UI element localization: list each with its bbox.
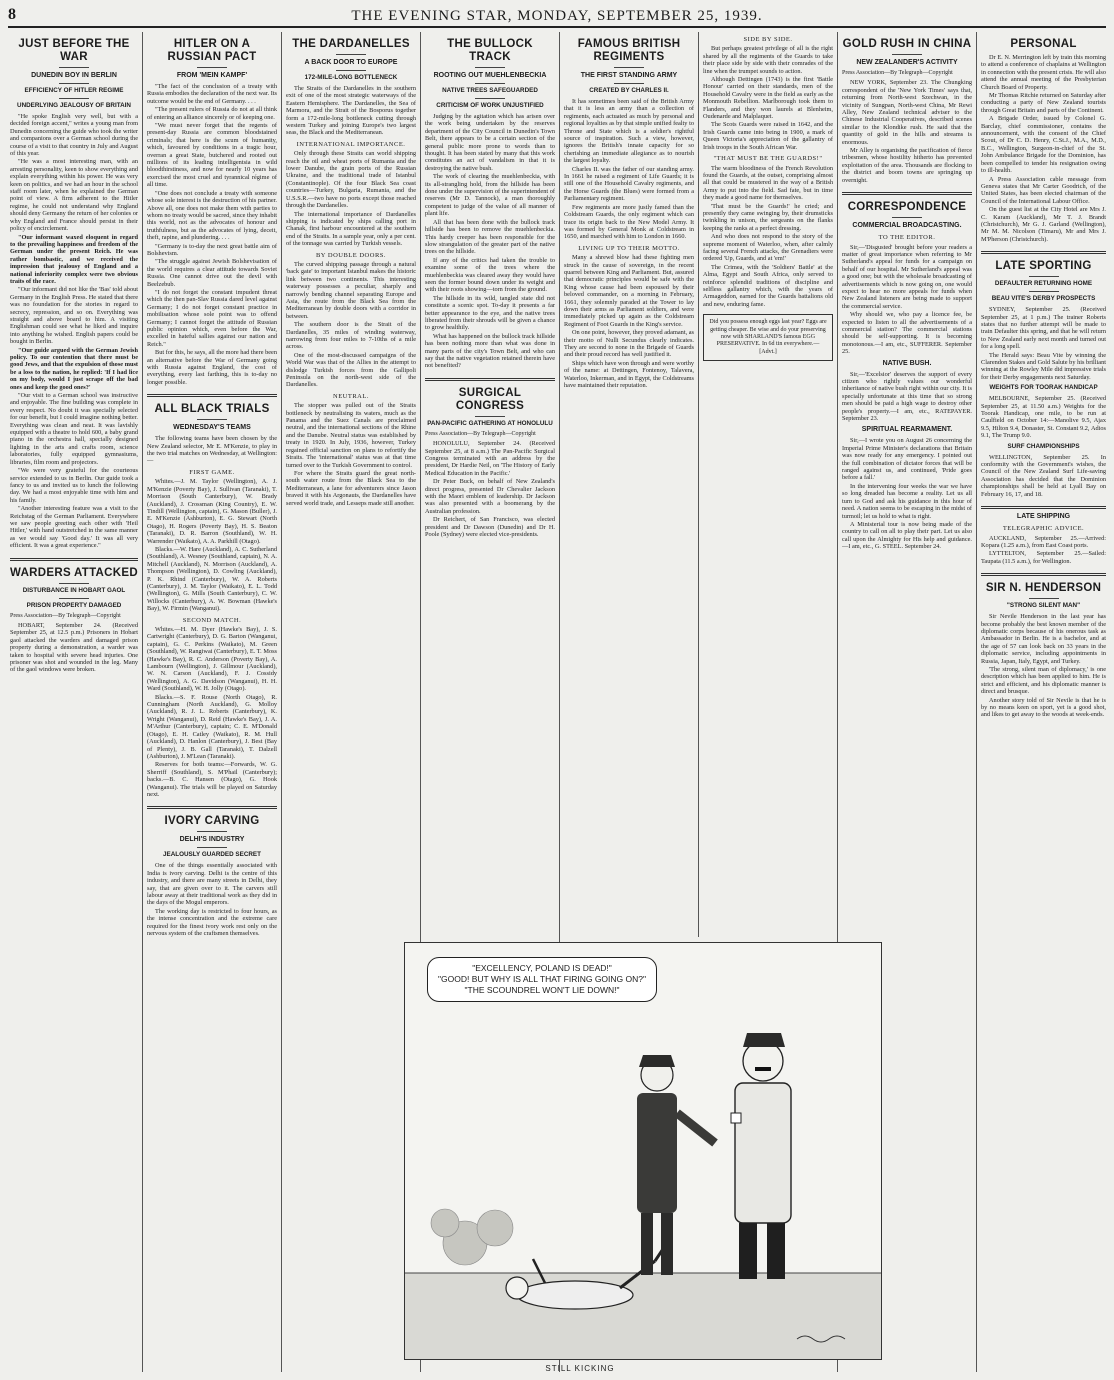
divider: [197, 419, 227, 420]
paragraph: The stopper was pulled out of the Straits bottleneck by neutralising its waters, much as the Panama and the Suez Canals are proclaimed neutral, and the international sections of the Rhine and the Danube. Neutral status was established by treaty in 1920. In July, 1936, however, Turkey regained official sanction on plans to refortify the Straits. The 'international' status was at that time turned over to the Turkish Government to control.: [286, 402, 416, 469]
subhead: JEALOUSLY GUARDED SECRET: [163, 851, 261, 859]
divider: [59, 83, 89, 84]
subhead: NATIVE TREES SAFEGUARDED: [442, 87, 538, 94]
divider: [614, 83, 644, 84]
divider: [475, 98, 505, 99]
paragraph: All that has been done with the bullock track hillside has been to remove the muehlenbeckia. This hardy creeper has been responsible for the slow strangulation of the greater part of the native trees on the hillside.: [425, 218, 555, 256]
paragraph: If any of the critics had taken the trouble to examine some of the trees where the muehlenbeckia was cleared away they would have seen the former bound down under its weight and with their roots showing—torn from the ground.: [425, 256, 555, 294]
subhead: DUNEDIN BOY IN BERLIN: [31, 72, 117, 79]
column-rule: [698, 32, 699, 937]
paragraph: The Herald says: Beau Vite by winning the Clarendon Stakes and Gold Salute by his brilliant winning at the Rowley Mile did impressive trials for their Derby engagements next Saturday.: [981, 351, 1106, 381]
paragraph: And who does not respond to the story of the supreme moment of Waterloo, when, after calmly facing several French attacks, the Grenadiers were ordered 'Up, Guards, and at 'em!': [703, 233, 833, 263]
paragraph: "We were very grateful for the courteous service extended to us in Berlin. Our guide took a fancy to us and invited us to lunch the following day. We had a most enjoyable time with him and his family.: [10, 467, 138, 504]
subhead: ROOTING OUT MUEHLENBECKIA: [433, 72, 547, 79]
headline-warders-attacked: WARDERS ATTACKED: [10, 566, 138, 579]
paragraph: Why should we, who pay a licence fee, be expected to listen to all the advertisements of a commercial station? The commercial stations should be self-supporting. It is becoming monotonous.—I am, etc., SUFFERER. September 25.: [842, 311, 972, 356]
divider: [892, 217, 922, 218]
divider: [475, 67, 505, 68]
paragraph: What has happened on the bullock track hillside has been nothing more than what was done in many parts of the city's Town Belt, and who can say that the native vegetation retained therein have not benefited?: [425, 332, 555, 370]
paragraph: The Straits of the Dardanelles in the southern exit of one of the most strategic waterways of the Eastern Hemisphere. The Dardanelles, the Sea of Marmora, and the Strait of the Bosporus together form a 172-mile-long bottleneck cutting through western Turkey and joining Europe's two largest seas, the Black and the Mediterranean.: [286, 85, 416, 137]
subhead: CREATED BY CHARLES II.: [589, 87, 669, 94]
paragraph: SYDNEY, September 25. (Received September 25, at 1 p.m.) The trainer Roberts states that no further attempt will be made to train Defaulter this spring, and that he will return to New Zealand early next month and turned out for a long spell.: [981, 306, 1106, 351]
paragraph: 'The strong, silent man of diplomacy,' is one description which has been applied to him. He is strict and efficient, and his diplomatic manner is direct and brusque.: [981, 665, 1106, 696]
column-rule: [142, 32, 143, 1372]
paragraph: A Ministerial tour is now being made of the country to call on all to play their part. Let us also call upon the Almighty for His help and guidance.—I am, etc., G. STEEL. September 24.: [842, 520, 972, 551]
subhead: COMMERCIAL BROADCASTING.: [852, 222, 962, 230]
subhead: NEW ZEALANDER'S ACTIVITY: [856, 59, 958, 66]
paragraph: Many a shrewd blow had these fighting men struck in the cause of sovereign, in the recent quarrel between King and Parliament. But, assured that democratic principles would be safe with the King whose cause had been espoused by their beloved commander, on a morning in February, 1661, they solemnly paraded at the Tower to lay down their arms as Parliament soldiers, and were immediately picked up again as the Coldstream Regiment of Foot Guards in the King's service.: [564, 254, 694, 328]
divider: [59, 598, 89, 599]
column-4: [425, 32, 555, 937]
paragraph: NEW YORK, September 23. The Chungking correspondent of the 'New York Times' says that, returning from North-west Szechwan, in the vicinity of Sungpan, North-west China, Mr Rewi Alley, New Zealand technical adviser to the Chinese Industrial Cooperatives, described scenes similar to the Klondike rush. He said that the quantity of gold in the hills and streams is enormous.: [842, 79, 972, 146]
section-label: TELEGRAPHIC ADVICE.: [1002, 525, 1085, 533]
paragraph: Only through these Straits can world shipping reach the oil and wheat ports of Rumania and the lower Danube, the grain ports of the Russian Ukraine, and the traditional trade of Istanbul (Constantinople). Of the four Black Sea coast countries—Turkey, Bulgaria, Rumania, and the U.S.S.R.—two have no ports except those reached through the Dardanelles.: [286, 150, 416, 210]
paragraph: A Press Association cable message from Geneva states that Mr Carter Goodrich, of the United States, has been elected chairman of the Council of the International Labour Office.: [981, 175, 1106, 205]
masthead: [8, 6, 1106, 28]
section-divider: [981, 573, 1106, 576]
divider: [59, 98, 89, 99]
paragraph: Blacks.—W. Hare (Auckland), A. C. Sutherland (Southland), A. Wesney (Southland, captain), N. A. Mitchell (Auckland), N. Morrison (Auckland), A. Thompson (Wellington), D. Cowling (Auckland), P. K. Rhind (Canterbury), W. A. Roberts (Canterbury), J. M. Taylor (Waikato), E. L. Todd (Wellington), G. Mills (South Canterbury), C. W. Willocks (Canterbury), A. W. Bowman (Hawke's Bay), W. Firmin (Wanganui).: [147, 545, 277, 613]
section-divider: [981, 506, 1106, 509]
subhead: WEDNESDAY'S TEAMS: [173, 424, 251, 432]
section-divider: [147, 806, 277, 809]
paragraph: Dr E. N. Merrington left by train this morning to attend a conference of chaplains at Wellington in connection with the present crisis. He will also attend the annual meeting of the Presbyterian Church Board of Property.: [981, 54, 1106, 91]
advertisement: Did you possess enough eggs last year? Eggs are getting cheaper. Be wise and do your preserving now with SHARLAND'S famous EGG PRESERVATIVE. In 6d tin everywhere.—[Advt.]: [703, 314, 833, 361]
paragraph: Dr Reichert, of San Francisco, was elected president and Dr Dawson (Dunedin) and Dr H. Poole (Sydney) were elected vice-presidents.: [425, 516, 555, 539]
subhead: DISTURBANCE IN HOBART GAOL: [22, 586, 126, 594]
section-label: SIDE BY SIDE.: [743, 36, 793, 43]
paragraph: HOBART, September 24. (Received September 25, at 12.5 p.m.) Prisoners in Hobart gaol attacked the warders and damaged prison property during a demonstration, a warder was taken to hospital with severe head injuries. One prisoner was shot and wounded in the leg. Many of the gaol windows were broken.: [10, 621, 138, 674]
bubble-line: "GOOD! BUT WHY IS ALL THAT FIRING GOING ON?": [437, 974, 647, 984]
subhead: UNDERLYING JEALOUSY OF BRITAIN: [17, 102, 131, 109]
paragraph: The international importance of Dardanelles shipping is indicated by ships calling port in Chanak, first harbour encountered at the southern end of the Straits. In a sample year, only a per cent. of the tonnage was carried by Turkish vessels.: [286, 210, 416, 248]
subhead: 172-MILE-LONG BOTTLENECK: [304, 74, 398, 81]
section-label: LIVING UP TO THEIR MOTTO.: [578, 244, 680, 252]
headline-dardanelles: THE DARDANELLES: [292, 38, 410, 50]
column-3: [286, 32, 416, 937]
column-6: [703, 32, 833, 937]
paragraph: "He was a most interesting man, with an arresting personality, keen to show everything and explain everything within his power. He was very keen on politics, and we had an hour in the school staff room later, when he explained the German point of view. A firm adherent to the Hitler regime, he could not understand why England should deny Germany the return of her colonies or why England and France should persist in their policy of encirclement.: [10, 158, 138, 233]
paragraph: Although Dettingen (1743) is the first 'Battle Honour' carried on their standards, men of the Household Cavalry were in the field as early as the Monmouth Rebellion. Marlborough took them to Flanders, and they won laurels at Blenheim, Oudenarde and Malplaquet.: [703, 76, 833, 121]
divider: [59, 67, 89, 68]
paragraph: "I do not forget the constant impudent threat which the then pan-Slav Russia dared level against Germany; I do not forget constant practice in mobilisation whose sole point was to offend Germany; I cannot forget the attitude of Russian public opinion which, even before the War, excelled in hateful sallies against our nation and Reich.": [147, 288, 277, 348]
column-5: [564, 32, 694, 937]
section-divider: [981, 251, 1106, 254]
subhead: PAN-PACIFIC GATHERING AT HONOLULU: [427, 419, 553, 427]
paragraph: AUCKLAND, September 25.—Arrived: Kopara (1.25 a.m.), from East Coast ports.: [981, 534, 1106, 549]
divider: [197, 831, 227, 832]
paragraph: Judging by the agitation which has arisen over the work being undertaken by the reserves department of the City Council in Dunedin's Town Belt, there appears to be a certain section of the general public more prone to words than to thought. It has been stated by many that this work constitutes an act of vandalism in that it is destroying the native bush.: [425, 113, 555, 172]
divider: [197, 67, 227, 68]
divider: [197, 847, 227, 848]
paragraph: Dr Peter Buck, on behalf of New Zealand's direct progress, presented Dr Chevalier Jackson with the Maori emblem of leadership. Dr Jackson was also presented with a boomerang by the Australian profession.: [425, 478, 555, 515]
paragraph: "Our visit to a German school was instructive and enjoyable. The fine building was complete in every respect. No doubt it was specially selected for our benefit, but I could imagine nothing better. Everything was clean and neat. It was lavishly equipped with a theatre to hold 600, a baby grand piano in the orchestra hall, specially designed lighting in the arts and crafts room, science laboratories, fully equipped gymnasiums, libraries, film room and projectors.: [10, 392, 138, 466]
headline-all-black-trials: ALL BLACK TRIALS: [154, 403, 270, 416]
headline-hitler-russian-pact: HITLER ON A RUSSIAN PACT: [167, 38, 257, 63]
divider: [336, 54, 366, 55]
paragraph: In the intervening four weeks the war we have so long dreaded has become a reality. Let us all turn to God and ask his guidance in this hour of need. A nation seems to be escaping in the midst of turmoil; let us hold to what is right.: [842, 482, 972, 520]
paragraph: Few regiments are more justly famed than the Coldstream Guards, the only regiment which can trace its origin back to the New Model Army. It was formed by General Monk at Coldstream in 1650, and marched with him to London in 1660.: [564, 203, 694, 241]
paragraph: "Our informant waxed eloquent in regard to the prevailing happiness and freedom of the German under the present Reich. He was rather bombastic, and we received the impression that jealousy of England and a national inferiority complex were two obvious traits of the race.: [10, 233, 138, 285]
paragraph: 'That must be the Guards!' he cried; and presently they came swinging by, their drumsticks twinkling in unison, the sergeants on the flanks keeping the ranks at a perfect dressing.: [703, 202, 833, 232]
section-label: INTERNATIONAL IMPORTANCE.: [296, 140, 406, 148]
column-1: [10, 32, 138, 1376]
paragraph: "Another interesting feature was a visit to the Reichstag of the German Parliament. Everywhere we saw people greeting each other with 'Heil Hitler,' with hand outstretched in the same manner as we would say 'Good day.' It was all very efficient. It was a great experience.": [10, 505, 138, 550]
masthead-title: THE EVENING STAR, MONDAY, SEPTEMBER 25, 1939.: [351, 8, 763, 24]
paragraph: Reserves for both teams:—Forwards, W. G. Sherriff (Southland), S. M'Phail (Canterbury); backs.—B. C. Hansen (Otago), G. Hook (Wanganui). The trials will be played on Saturday next.: [147, 761, 277, 798]
headline-famous-british-regiments: FAMOUS BRITISH REGIMENTS: [577, 38, 681, 63]
bubble-line: "THE SCOUNDREL WON'T LIE DOWN!": [464, 985, 620, 995]
press-credit: Press Association—By Telegraph—Copyright: [425, 430, 536, 437]
headline-surgical-congress: SURGICAL CONGRESS: [455, 386, 525, 412]
section-label: TO THE EDITOR.: [878, 234, 936, 242]
paragraph: WELLINGTON, September 25. In conformity with the Government's wishes, the Council of the New Zealand Surf Life-saving Association has decided that the Dominion championships shall be held at Lyall Bay on February 16, 17, and 18.: [981, 453, 1106, 498]
paragraph: On one point, however, they proved adamant, as their motto of Nulli Secundus clearly indicates. They are second to none in the Brigade of Guards and their proud record has well justified it.: [564, 329, 694, 359]
paragraph: Sir,—'Excelsior' deserves the support of every citizen who rightly values our wonderful inheritance of native bush right within our city. It is specially unfortunate at this time that so strong men should be paid a high wage to destroy other people's property.—I am, etc., RATEPAYER. September 23.: [842, 370, 972, 423]
paragraph: It has sometimes been said of the British Army that it is less an army than a collection of regiments, each actuated as much by personal and regional loyalties as by that simple unified fealty to Throne and State which is a soldier's rightful source of inspiration. Such a view, however, ignores the British's innate capacity for so cherishing an immediate allegiance as to nourish the largest loyalty.: [564, 98, 694, 165]
section-divider: [842, 192, 972, 195]
section-label: NEUTRAL.: [333, 392, 369, 400]
paragraph: "The struggle against Jewish Bolshevisation of the world requires a clear attitude towards Soviet Russia. One cannot drive out the devil with Beelzebub.: [147, 258, 277, 288]
paragraph: "Germany is to-day the next great battle aim of Bolshevism.: [147, 242, 277, 257]
paragraph: For where the Straits guard the great north-south water route from the Black Sea to the Mediterranean, a lane for adventurers since Jason braved it with his Argonauts, the Dardanelles have served world trade, and Lesseps made still another.: [286, 469, 416, 507]
press-credit: Press Association—By Telegraph—Copyright: [842, 70, 953, 76]
section-label: SECOND MATCH.: [182, 616, 242, 624]
paragraph: The following teams have been chosen by the New Zealand selector, Mr E. M'Kenzie, to play in the two trial matches on Wednesday, at Wellington:—: [147, 435, 277, 465]
section-label: FIRST GAME.: [189, 468, 235, 476]
press-credit: Press Association—By Telegraph—Copyright: [10, 612, 121, 619]
section-divider: [147, 394, 277, 397]
paragraph: The Scots Guards were raised in 1642, and the Irish Guards came into being in 1900, a mark of Queen Victoria's appreciation of the gallantry of Irish troops in the South African War.: [703, 121, 833, 151]
subhead: PRISON PROPERTY DAMAGED: [26, 601, 122, 609]
paragraph: The curved shipping passage through a natural 'back gate' to important Istanbul makes the historic link between two continents. This interesting waterway possesses a peculiar, sharply and narrowly bending channel separating Europe and Asia, the route from the Black Sea from the Mediterranean by double doors with a corridor in between.: [286, 260, 416, 320]
divider: [59, 583, 89, 584]
paragraph: One of the things essentially associated with India is ivory carving. Delhi is the centre of this industry, and there are many streets in Delhi, they say, that are given over to it. The carvers still labour away at their traditional work as they did in the days of the Mogul emperors.: [147, 862, 277, 907]
paragraph: Sir Nevile Henderson in the last year has become probably the best known member of the diplomatic corps because of his onerous task as Ambassador in Berlin. He is a bachelor, and at the age of 57 can look back on 33 years in the diplomatic service, including appointments in Russia, Japan, Italy, Egypt, and Turkey.: [981, 613, 1106, 665]
paragraph: One of the most-discussed campaigns of the World War was that of the Allies in the attempt to dislodge Turkish forces from the Gallipoli Peninsula on the north-west side of the Dardanelles.: [286, 351, 416, 389]
paragraph: "One does not conclude a treaty with someone whose sole interest is the destruction of his partner. Above all, one does not make them with parties to whom no treaty would be sacred, since they inhabit this world, not as the advocates of honour and truthfulness, but as the advocates of lying, deceit, theft, rapine, and plundering. . . .: [147, 189, 277, 242]
paragraph: Blacks.—S. F. Rouse (North Otago), R. Cunningham (North Auckland), G. Molloy (Auckland), R. J. L. Roberts (Canterbury), K. Wright (Wanganui), D. Reid (Hawke's Bay), J. A. M'Arthur (Canterbury), captain; C. E. M'Donald (Otago), E. H. Catley (Waikato), R. M. Hull (Auckland), D. Hanlon (Canterbury), J. Best (Bay of Plenty), J. B. Gall (Taranaki), T. Dalzell (Ashburton), J. M'Lean (Taranaki).: [147, 693, 277, 760]
subhead: SURF CHAMPIONSHIPS: [1007, 442, 1080, 450]
headline-ivory-carving: IVORY CARVING: [164, 815, 260, 828]
headline-correspondence: CORRESPONDENCE: [847, 201, 967, 214]
divider: [1029, 291, 1059, 292]
hitler-figure: [731, 1033, 791, 1279]
paragraph: "We must never forget that the regents of present-day Russia are common bloodstained criminals; that here is the scum of humanity, which, favoured by conditions in a tragic hour, overran a great State, butchered and rooted out millions of its leading intelligentsia in wild bloodthirstiness, and now for nearly 10 years has exercised the most cruel and tyrannical régime of all time.: [147, 122, 277, 189]
column-2: [147, 32, 277, 1376]
cartoon-drawing: [405, 943, 882, 1360]
page-number: 8: [8, 6, 16, 23]
paragraph: The work of clearing the muehlenbeckia, with its all-strangling hold, from the hillside has been done under the supervision of the superintendent of reserves (Mr D. Tannock), a man thoroughly competent to judge of the value of all manner of plant life.: [425, 173, 555, 218]
paragraph: "Our informant did not like the 'Bas' told about Germany in the English Press. He stated that there was no foundation for the stories in regard to secrecy, repression, and so on. Everything was straight and above board to him. A visiting Englishman could see what he liked and inquire into anything he wished. English papers could be bought in Berlin.: [10, 286, 138, 346]
paragraph: But perhaps greatest privilege of all is the right shared by all the regiments of the Guards to take their place side by side with their comrades of the line when the trumpet sounds to action.: [703, 45, 833, 75]
paragraph: Ships which have won through and were worthy of the name: at Dettingen, Fontenoy, Talavera, Waterloo, Inkerman, and in Egypt, the Coldstreams have maintained their reputation.: [564, 359, 694, 390]
headline-sir-n-henderson: SIR N. HENDERSON: [985, 582, 1102, 595]
section-label: BY DOUBLE DOORS.: [315, 251, 387, 259]
paragraph: Mr Thomas Ritchie returned on Saturday after conducting a party of New Zealand tourists through Great Britain and parts of the Continent.: [981, 92, 1106, 114]
headline-bullock-track: THE BULLOCK TRACK: [447, 38, 533, 63]
paragraph: "The present rulers of Russia do not at all think of entering an alliance sincerely or of keeping one.: [147, 106, 277, 121]
column-rule: [281, 32, 282, 1372]
paragraph: Sir,—'Disgusted' brought before your readers a matter of great importance when referring to Mr Sutherland's appeal for funds for a campaign on behalf of our hospital. Mr Sutherland's appeal was a good one; but with the wholesale broadcasting of advertisements which is now going on, one would expect to hear no more appeals for funds when New Zealand listeners are being made to support the commercial service.: [842, 243, 972, 310]
headline-personal: PERSONAL: [1010, 38, 1077, 50]
paragraph: Whites.—J. M. Taylor (Wellington), A. J. M'Kenzie (Poverty Bay), J. Sullivan (Taranaki), T. Morrison (South Canterbury), W. Brady (Auckland), J. Crossman (King Country), E. W. Tindill (Wellington, captain), G. Mason (Buller), J. E. M'Kenzie (Ashburton), E. G. Stewart (North Otago), H. Rogers (Poverty Bay), H. S. Beaton (Taranaki), D. R. Barron (Southland), W. H. Warrender (Waikato), A. A. Parkhill (Otago).: [147, 478, 277, 545]
divider: [1029, 598, 1059, 599]
subhead: THE FIRST STANDING ARMY: [580, 72, 678, 79]
headline-just-before-the-war: JUST BEFORE THE WAR: [18, 38, 130, 63]
subhead: "STRONG SILENT MAN": [1006, 602, 1081, 610]
paragraph: HONOLULU, September 24. (Received September 25, at 8 a.m.) The Pan-Pacific Surgical Congress terminated with an address by the president, Dr Hardie Neil, on 'The History of Early Medical Education in the Pacific.': [425, 440, 555, 477]
divider: [1029, 276, 1059, 277]
subhead: BEAU VITE'S DERBY PROSPECTS: [991, 295, 1096, 303]
subhead: WEIGHTS FOR TOORAK HANDICAP: [989, 384, 1098, 392]
subhead: DELHI'S INDUSTRY: [179, 836, 245, 844]
paragraph: MELBOURNE, September 25. (Received September 25, at 11.50 a.m.) Weights for the Toorak Handicap, one mile, to be run at Caulfield on October 14:—Manolive 9.5, Ajax 9.5, Hilton 9.4, Donaster, St. Constant 9.2, Adios 9.1, The Trump 9.0.: [981, 395, 1106, 440]
paragraph: The working day is restricted to four hours, as the intense concentration and the extreme care required for the finest ivory work rest only on the nervous system of the craftsmen themselves.: [147, 907, 277, 937]
subhead: CRITICISM OF WORK UNJUSTIFIED: [436, 102, 544, 109]
section-divider: [425, 378, 555, 381]
divider: [892, 54, 922, 55]
paragraph: Mr Alley is organising the pacification of fierce tribesmen, whose hostility hitherto has prevented exploitation of the area. Thousands are flocking to the district and boom towns are springing up overnight.: [842, 147, 972, 184]
column-rule: [976, 32, 977, 1372]
section-divider: [10, 558, 138, 561]
paragraph: The hillside in its wild, tangled state did not constitute a scenic spot. To-day it presents a far better appearance to the eye, and the native trees liberated from their shrouds will be given a chance to grow healthily.: [425, 294, 555, 332]
ground: [405, 1273, 882, 1360]
paragraph: On the guest list at the City Hotel are Mrs J. C. Karam (Auckland), Mr T. J. Brandt (Christchurch), Mr G. J. Garland (Wellington), Mr M. M. Nicolson (Timaru), Mr and Mrs J. M'Pherson (Christchurch).: [981, 206, 1106, 243]
section-label: "THAT MUST BE THE GUARDS!": [713, 155, 823, 163]
paragraph: "He spoke English very well, but with a decided foreign accent," writes a young man from Dunedin concerning the guide who took the writer and companions over a German school during the course of a visit to that country in July and August of this year.: [10, 113, 138, 158]
editorial-cartoon: [404, 942, 882, 1360]
divider: [475, 83, 505, 84]
paragraph: A Brigade Order, issued by Colonel G. Barclay, chief commissioner, contains the announcement, with the consent of the Chief Scout, of Dr C. D. Henry, C.St.J., M.A., M.D., B.C., Wellington, Surgeon-in-chief of the St. John Ambulance Brigade for the Dominion, has been compelled to tender his resignation owing to ill-health.: [981, 115, 1106, 175]
divider: [336, 70, 366, 71]
paragraph: But for this, he says, all the more had there been an alternative before the War of Germany going with Russia against England, the cost of everything, every last farthing, this is to-day no longer possible.: [147, 349, 277, 386]
cartoon-title: STILL KICKING: [545, 1364, 615, 1373]
paragraph: Charles II. was the father of our standing army. In 1661 he raised a regiment of Life Guards; it is still one of the Household Cavalry regiments, and the Horse Guards (the Blues) were formed from a Parliamentary regiment.: [564, 165, 694, 203]
subhead: FROM 'MEIN KAMPF': [176, 72, 248, 79]
headline-late-sporting: LATE SPORTING: [995, 260, 1092, 273]
paragraph: The Crimea, with the 'Soldiers' Battle' at the Alma, Egypt and South Africa, only served to reinforce splendid traditions of discipline and selfless gallantry which, with the years of Armageddon, earned for the Guards battalions old and new, enduring fame.: [703, 263, 833, 308]
paragraph: The warm bloodiness of the French Revolution found the Guards, at the outset, comprising almost all that could be mustered in the way of a British Army to put into the field. Sad fate, but in time they made a good name for themselves.: [703, 164, 833, 202]
subhead: SPIRITUAL REARMAMENT.: [861, 426, 953, 434]
divider: [614, 67, 644, 68]
subhead: A BACK DOOR TO EUROPE: [304, 59, 398, 66]
column-8: [981, 32, 1106, 1376]
subhead: DEFAULTER RETURNING HOME: [994, 280, 1093, 288]
subhead: LATE SHIPPING: [1016, 513, 1071, 521]
headline-gold-rush-china: GOLD RUSH IN CHINA: [842, 38, 972, 50]
paragraph: Whites.—H. M. Dyer (Hawke's Bay), J. S. Cartwright (Canterbury), D. G. Barton (Wanganui, captain), G. C. Perkins (Waikato), M. Green (Southland), W. Rangiwai (Canterbury), E. T. Moss (Hawke's Bay), R. C. Anderson (Poverty Bay), A. Lambourn (Wellington), J. Gillmour (Auckland), W. N. Carson (Auckland), F. J. Cossidy (Wellington), A. G. Davidson (Wanganui), H. H. Ward (Southland), W. H. Jolly (Otago).: [147, 626, 277, 693]
paragraph: LYTTELTON, September 25.—Sailed: Taupata (11.5 a.m.), for Wellington.: [981, 550, 1106, 565]
paragraph: The southern door is the Strait of the Dardanelles, 35 miles of winding waterway, narrowing from four miles to 7-10ths of a mile across.: [286, 321, 416, 351]
officer-figure: [637, 1055, 715, 1275]
subhead: EFFICIENCY OF HITLER REGIME: [24, 87, 124, 94]
paragraph: Sir,—I wrote you on August 26 concerning the Imperial Prime Minister's declarations that Britain was now ready for any emergency. I pointed out the full combination of dictator forces that will be ranged against us, and continued, 'Pride goes before a fall.': [842, 437, 972, 482]
smoke-cloud-icon: [431, 1209, 513, 1265]
bubble-line: "EXCELLENCY, POLAND IS DEAD!": [472, 963, 612, 973]
paragraph: "Our guide argued with the German Jewish policy. To our contention that there must be good Jews, and that the expulsion of those must be a loss to the nation, he replied: 'If I had lice on my body, would I just scrape off the bad ones and keep the good ones?': [10, 346, 138, 391]
subhead: NATIVE BUSH.: [882, 359, 932, 367]
paragraph: Another story told of Sir Nevile is that he is by no means keen on sport, yet is a good shot, and likes to get away to the woods at week-ends.: [981, 696, 1106, 719]
paragraph: "The fact of the conclusion of a treaty with Russia embodies the declaration of the next war. Its outcome would be the end of Germany. . . .: [147, 83, 277, 105]
divider: [475, 416, 505, 417]
